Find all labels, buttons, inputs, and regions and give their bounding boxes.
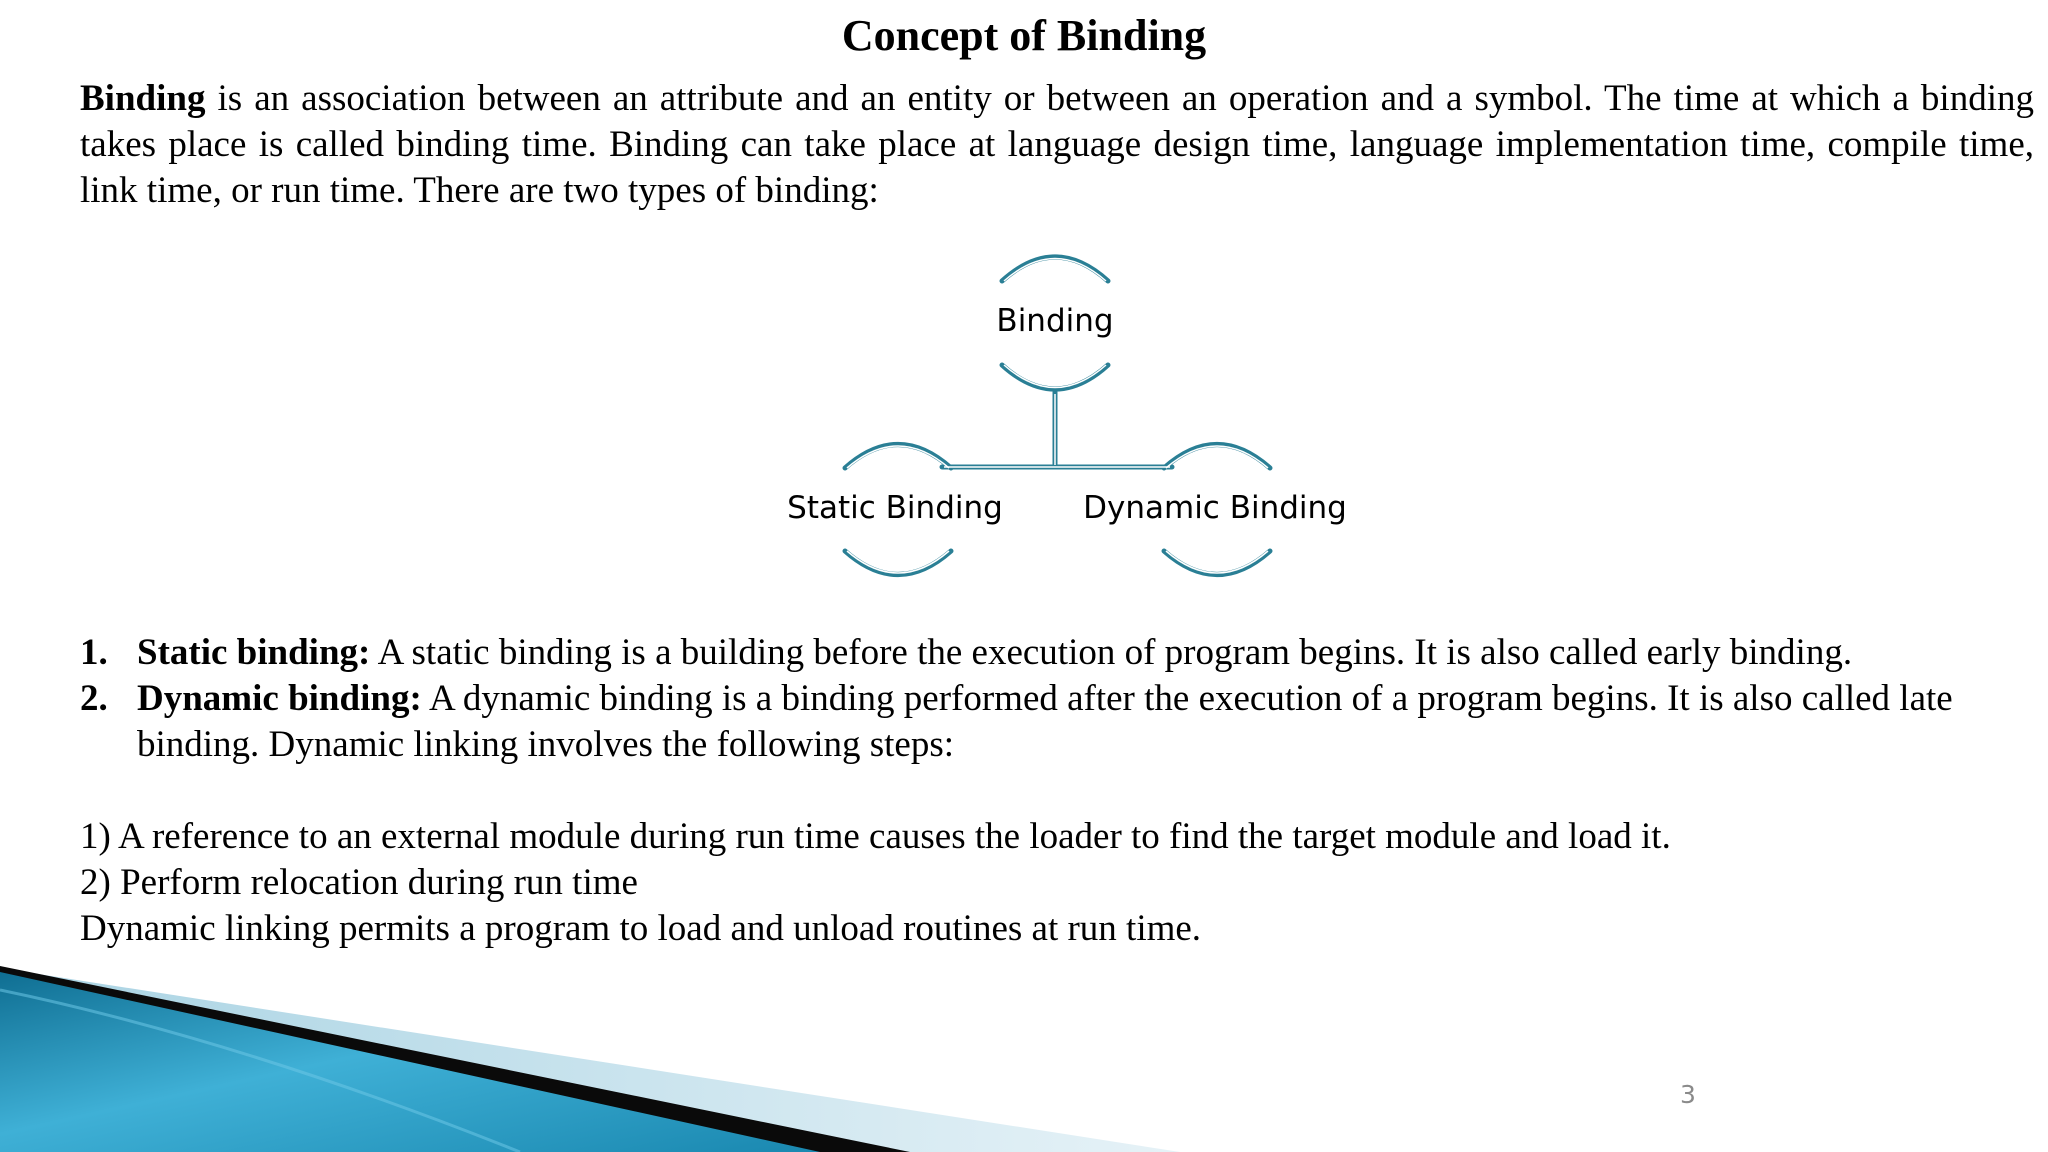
- item-number: 1.: [80, 632, 108, 673]
- page-number: 3: [1680, 1080, 1696, 1109]
- diagram-root-label: Binding: [996, 303, 1114, 339]
- item-term: Static binding:: [137, 632, 371, 673]
- step-line: 1) A reference to an external module during run time causes the loader to find the target module and load it.: [80, 816, 1671, 857]
- summary-line: Dynamic linking permits a program to load and unload routines at run time.: [80, 908, 1202, 949]
- item-number: 2.: [80, 678, 108, 719]
- step-line: 2) Perform relocation during run time: [80, 862, 638, 903]
- item-text: A static binding is a building before the execution of program begins. It is also called early binding.: [370, 632, 1853, 673]
- diagram-static-label: Static Binding: [787, 490, 1003, 526]
- item-term: Dynamic binding:: [137, 678, 422, 719]
- corner-blue-band: [0, 972, 820, 1152]
- diagram-dynamic-label: Dynamic Binding: [1083, 490, 1347, 526]
- slide-title: Concept of Binding: [841, 11, 1207, 60]
- intro-text: is an association between an attribute and an entity or between an operation and a symbol. The time at which a binding takes place is called binding time. Binding can take place at language design time, language implementation time, compile time, link time, or run time. There are two types of binding:: [80, 78, 2034, 211]
- intro-bold-term: Binding: [80, 78, 206, 119]
- item-text: A dynamic binding is a binding performed after the execution of a program begins. It is also called late binding. Dynamic linking involves the following steps:: [137, 678, 1953, 765]
